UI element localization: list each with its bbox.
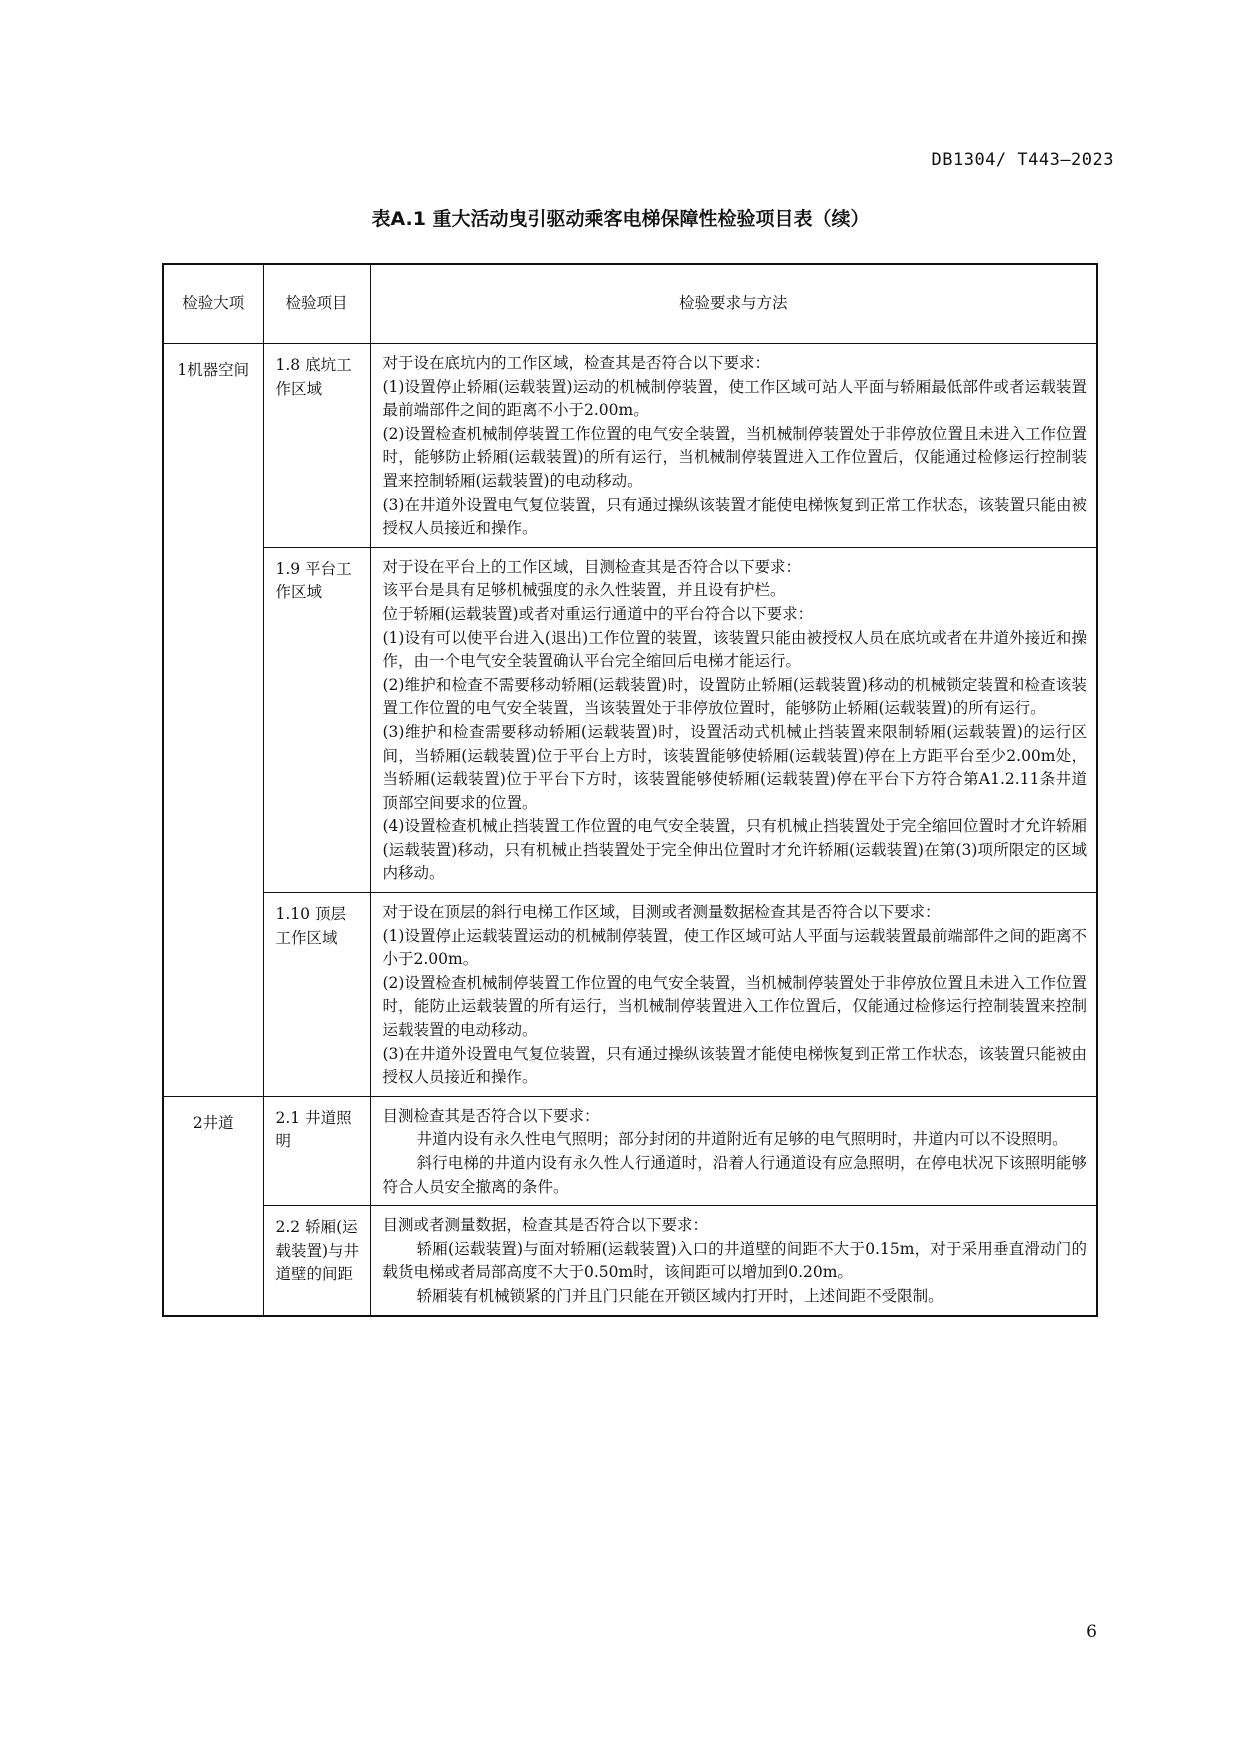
requirement-line: (2)维护和检查不需要移动轿厢(运载装置)时，设置防止轿厢(运载装置)移动的机械锁定装置和检查该装置工作位置的电气安全装置，当该装置处于非停放位置时，能够防止轿厢(运载装置)的所有运行。 <box>382 675 1087 718</box>
table-header-row <box>163 264 1097 344</box>
table-row <box>163 893 1097 1097</box>
requirement-line: (1)设置停止运载装置运动的机械制停装置，使工作区域可站人平面与运载装置最前端部件之间的距离不小于2.00m。 <box>382 926 1087 969</box>
requirement-line: 位于轿厢(运载装置)或者对重运行通道中的平台符合以下要求： <box>382 604 814 623</box>
requirement-line: (3)维护和检查需要移动轿厢(运载装置)时，设置活动式机械止挡装置来限制轿厢(运载装置)的运行区间，当轿厢(运载装置)位于平台上方时，该装置能够使轿厢(运载装置)停在上方距平台至少2.00m处，当轿厢(运载装置)位于平台下方时，该装置能够使轿厢(运载装置)停在平台下方符合第A1.2.11条井道顶部空间要求的位置。 <box>382 722 1087 812</box>
requirement-line: 轿厢装有机械锁紧的门并且门只能在开锁区域内打开时，上述间距不受限制。 <box>416 1286 944 1305</box>
table-title: 表A.1 重大活动曳引驱动乘客电梯保障性检验项目表（续） <box>371 208 870 230</box>
item-cell: 1.10 顶层工作区域 <box>263 893 370 1097</box>
document-code: DB1304/ T443—2023 <box>931 150 1114 170</box>
requirement-line: 目测检查其是否符合以下要求： <box>382 1106 600 1125</box>
requirement-line: (2)设置检查机械制停装置工作位置的电气安全装置，当机械制停装置处于非停放位置且未进入工作位置时，能防止运载装置的所有运行，当机械制停装置进入工作位置后，仅能通过检修运行控制装置来控制运载装置的电动移动。 <box>382 973 1087 1040</box>
requirement-cell <box>370 344 1097 548</box>
requirement-line: (2)设置检查机械制停装置工作位置的电气安全装置，当机械制停装置处于非停放位置且未进入工作位置时，能够防止轿厢(运载装置)的所有运行，当机械制停装置进入工作位置后，仅能通过检修运行控制装置来控制轿厢(运载装置)的电动移动。 <box>382 424 1087 490</box>
requirement-line: (3)在井道外设置电气复位装置，只有通过操纵该装置才能使电梯恢复到正常工作状态，该装置只能由被授权人员接近和操作。 <box>382 495 1087 538</box>
requirement-line: 井道内设有永久性电气照明；部分封闭的井道附近有足够的电气照明时，井道内可以不设照明。 <box>416 1130 1068 1149</box>
requirement-line: (1)设置停止轿厢(运载装置)运动的机械制停装置，使工作区域可站人平面与轿厢最低部件或者运载装置最前端部件之间的距离不小于2.00m。 <box>382 377 1087 420</box>
requirement-line: (4)设置检查机械止挡装置工作位置的电气安全装置，只有机械止挡装置处于完全缩回位置时才允许轿厢(运载装置)移动，只有机械止挡装置处于完全伸出位置时才允许轿厢(运载装置)在第(3)项所限定的区域内移动。 <box>382 817 1087 883</box>
requirement-cell <box>370 893 1097 1097</box>
requirement-line: (3)在井道外设置电气复位装置，只有通过操纵该装置才能使电梯恢复到正常工作状态，该装置只能被由授权人员接近和操作。 <box>382 1044 1087 1087</box>
requirement-cell <box>370 547 1097 892</box>
requirement-line: 该平台是具有足够机械强度的永久性装置，并且设有护栏。 <box>382 581 786 600</box>
item-cell: 1.8 底坑工作区域 <box>263 344 370 548</box>
table-row <box>163 1206 1097 1316</box>
item-cell: 2.1 井道照明 <box>263 1096 370 1205</box>
category-cell: 1机器空间 <box>163 344 263 1097</box>
item-cell: 1.9 平台工作区域 <box>263 547 370 892</box>
table-row <box>163 1096 1097 1205</box>
header-requirements: 检验要求与方法 <box>370 264 1097 344</box>
table-row <box>163 547 1097 892</box>
requirement-line: 对于设在平台上的工作区域，目测检查其是否符合以下要求： <box>382 557 802 576</box>
requirement-line: 轿厢(运载装置)与面对轿厢(运载装置)入口的井道壁的间距不大于0.15m，对于采用垂直滑动门的载货电梯或者局部高度不大于0.50m时，该间距可以增加到0.20m。 <box>382 1239 1087 1282</box>
requirement-cell <box>370 1206 1097 1316</box>
requirement-line: 斜行电梯的井道内设有永久性人行通道时，沿着人行通道设有应急照明，在停电状况下该照明能够符合人员安全撤离的条件。 <box>382 1154 1087 1196</box>
category-cell: 2井道 <box>163 1096 263 1315</box>
header-item: 检验项目 <box>263 264 370 344</box>
item-cell: 2.2 轿厢(运载装置)与井道壁的间距 <box>263 1206 370 1316</box>
inspection-table <box>162 263 1098 1317</box>
requirement-line: 对于设在顶层的斜行电梯工作区域，目测或者测量数据检查其是否符合以下要求： <box>382 903 941 922</box>
header-category: 检验大项 <box>163 264 263 344</box>
page-number: 6 <box>1086 1622 1097 1642</box>
requirement-line: (1)设有可以使平台进入(退出)工作位置的装置，该装置只能由被授权人员在底坑或者在井道外接近和操作，由一个电气安全装置确认平台完全缩回后电梯才能运行。 <box>382 628 1087 671</box>
requirement-line: 对于设在底坑内的工作区域，检查其是否符合以下要求： <box>382 354 771 372</box>
requirement-cell <box>370 1096 1097 1205</box>
requirement-line: 目测或者测量数据，检查其是否符合以下要求： <box>382 1216 709 1235</box>
table-row <box>163 344 1097 548</box>
